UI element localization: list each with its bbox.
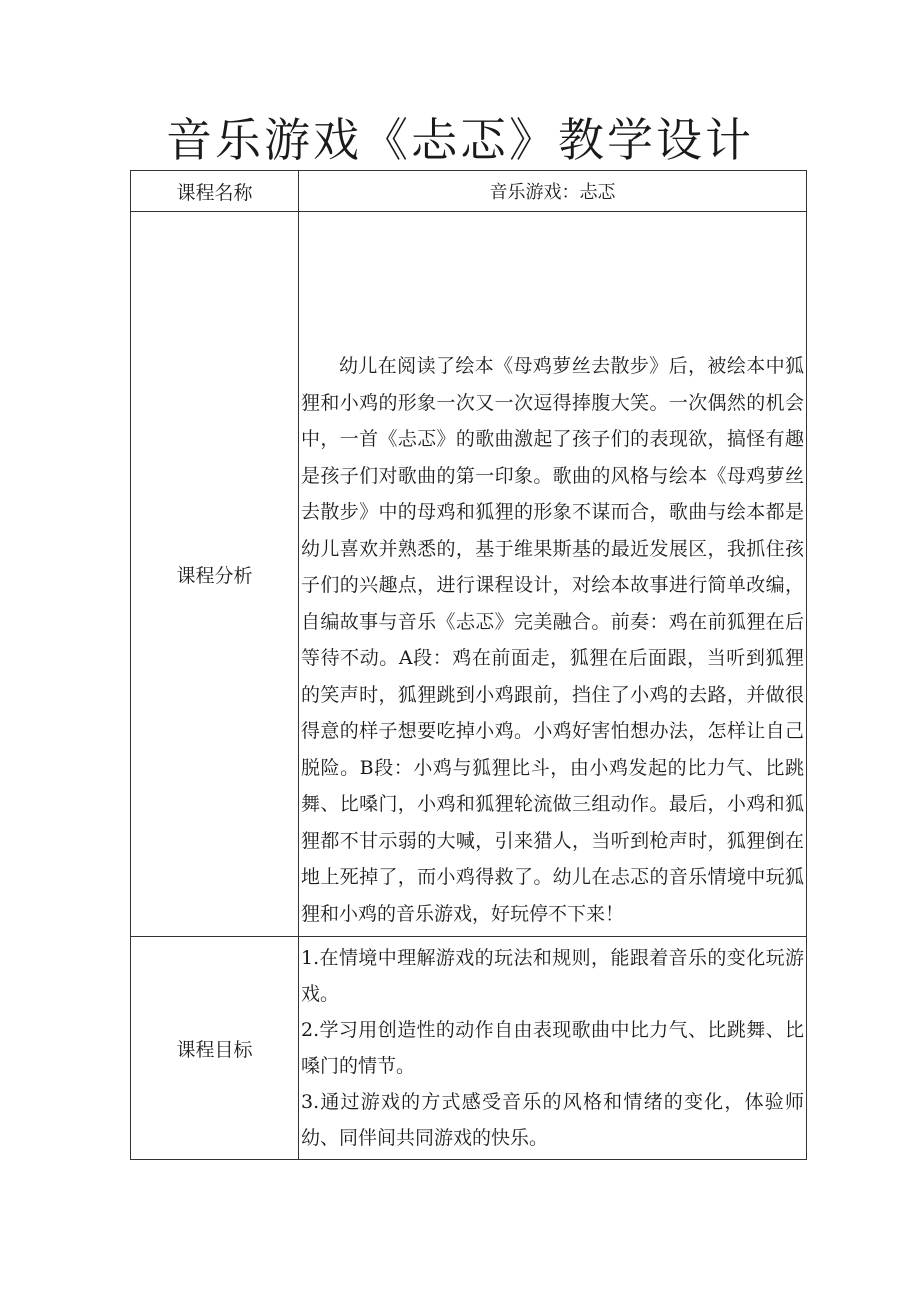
- table-row-course-name: [131, 171, 807, 212]
- goal-item-3: 3.通过游戏的方式感受音乐的风格和情绪的变化，体验师幼、同伴间共同游戏的快乐。: [301, 1091, 804, 1149]
- lesson-design-table: [130, 170, 807, 1160]
- page-title: 音乐游戏《忐忑》教学设计: [166, 113, 754, 167]
- table-row-course-analysis: [131, 212, 807, 937]
- goal-item-1: 1.在情境中理解游戏的玩法和规则，能跟着音乐的变化玩游戏。: [301, 947, 804, 1005]
- course-analysis-wrap: [299, 212, 806, 936]
- course-analysis-cell: [299, 212, 807, 937]
- goal-item-2: 2.学习用创造性的动作自由表现歌曲中比力气、比跳舞、比嗓门的情节。: [301, 1019, 804, 1077]
- course-goals-label: 课程目标: [131, 937, 299, 1160]
- course-goals-cell: [299, 937, 807, 1160]
- course-name-label: 课程名称: [131, 171, 299, 212]
- table-row-course-goals: [131, 937, 807, 1160]
- course-analysis-label: 课程分析: [131, 212, 299, 937]
- course-analysis-text: 幼儿在阅读了绘本《母鸡萝丝去散步》后，被绘本中狐狸和小鸡的形象一次又一次逗得捧腹大笑。一次偶然的机会中，一首《忐忑》的歌曲激起了孩子们的表现欲，搞怪有趣是孩子们对歌曲的第一印象。歌曲的风格与绘本《母鸡萝丝去散步》中的母鸡和狐狸的形象不谋而合，歌曲与绘本都是幼儿喜欢并熟悉的，基于维果斯基的最近发展区，我抓住孩子们的兴趣点，进行课程设计，对绘本故事进行简单改编，自编故事与音乐《忐忑》完美融合。前奏：鸡在前狐狸在后等待不动。A段：鸡在前面走，狐狸在后面跟，当听到狐狸的笑声时，狐狸跳到小鸡跟前，挡住了小鸡的去路，并做很得意的样子想要吃掉小鸡。小鸡好害怕想办法，怎样让自己脱险。B段：小鸡与狐狸比斗，由小鸡发起的比力气、比跳舞、比嗓门，小鸡和狐狸轮流做三组动作。最后，小鸡和狐狸都不甘示弱的大喊，引来猎人，当听到枪声时，狐狸倒在地上死掉了，而小鸡得救了。幼儿在忐忑的音乐情境中玩狐狸和小鸡的音乐游戏，好玩停不下来！: [301, 355, 804, 925]
- course-name-value: 音乐游戏：忐忑: [299, 171, 807, 212]
